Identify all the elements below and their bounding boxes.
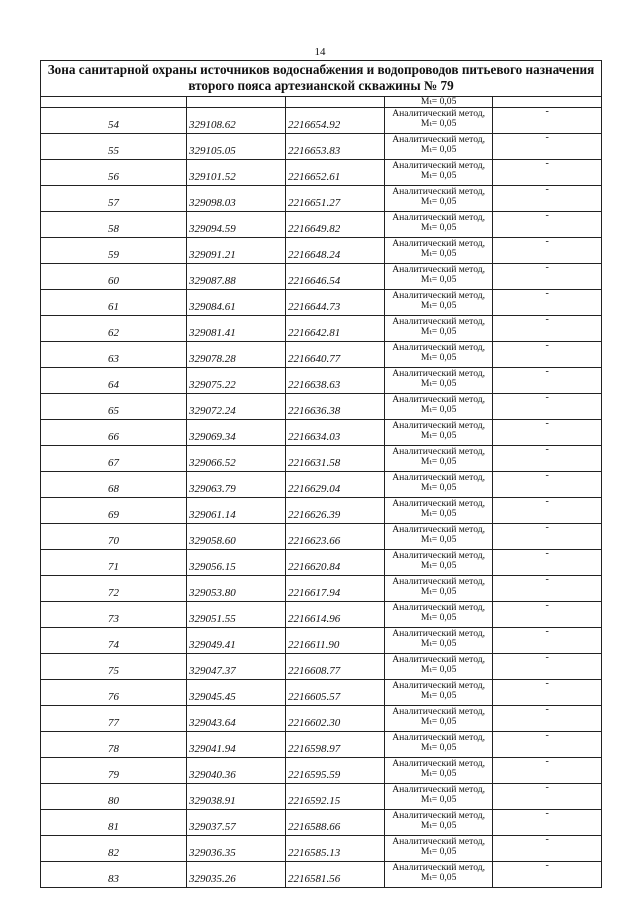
table-row <box>41 602 601 628</box>
table-row <box>41 706 601 732</box>
table-row <box>41 342 601 368</box>
accuracy-text: Mₜ= 0,05 <box>420 872 457 883</box>
accuracy-text: Mₜ= 0,05 <box>420 586 457 597</box>
y-coordinate-cell: 2216629.04 <box>286 472 385 498</box>
description-cell: - <box>493 420 601 446</box>
x-coordinate-cell: 329078.28 <box>187 342 286 368</box>
point-number-cell: 74 <box>41 628 187 654</box>
y-coordinate-cell: 2216626.39 <box>286 498 385 524</box>
x-coordinate-cell: 329101.52 <box>187 160 286 186</box>
method-text: Аналитический метод, <box>392 368 485 379</box>
table-row <box>41 732 601 758</box>
method-cell <box>385 108 493 134</box>
method-cell <box>385 238 493 264</box>
point-number-cell: 82 <box>41 836 187 862</box>
method-cell <box>385 680 493 706</box>
method-text: Аналитический метод, <box>392 238 485 249</box>
description-cell: - <box>493 784 601 810</box>
x-coordinate-cell: 329041.94 <box>187 732 286 758</box>
x-coordinate-cell: 329108.62 <box>187 108 286 134</box>
point-number-cell: 67 <box>41 446 187 472</box>
point-number-cell: 56 <box>41 160 187 186</box>
method-text: Аналитический метод, <box>392 810 485 821</box>
y-coordinate-cell: 2216588.66 <box>286 810 385 836</box>
accuracy-text: Mₜ= 0,05 <box>420 690 457 701</box>
method-text: Аналитический метод, <box>392 758 485 769</box>
method-text: Аналитический метод, <box>392 108 485 119</box>
method-text: Аналитический метод, <box>392 602 485 613</box>
table-row <box>41 654 601 680</box>
point-number-cell: 83 <box>41 862 187 888</box>
point-number-cell: 57 <box>41 186 187 212</box>
accuracy-text: Mₜ= 0,05 <box>420 196 457 207</box>
point-number-cell: 72 <box>41 576 187 602</box>
y-coordinate-cell: 2216636.38 <box>286 394 385 420</box>
table-row <box>41 264 601 290</box>
y-coordinate-cell: 2216585.13 <box>286 836 385 862</box>
accuracy-text: Mₜ= 0,05 <box>420 404 457 415</box>
x-coordinate-cell: 329091.21 <box>187 238 286 264</box>
accuracy-text: Mₜ= 0,05 <box>420 352 457 363</box>
table-row <box>41 836 601 862</box>
y-coordinate-cell: 2216648.24 <box>286 238 385 264</box>
description-cell: - <box>493 368 601 394</box>
method-text: Аналитический метод, <box>392 862 485 873</box>
method-cell <box>385 420 493 446</box>
page-number: 14 <box>314 46 326 58</box>
x-coordinate-cell: 329061.14 <box>187 498 286 524</box>
coordinates-sheet <box>40 60 602 888</box>
y-coordinate-cell: 2216652.61 <box>286 160 385 186</box>
coordinates-table-body <box>41 97 601 887</box>
method-text: Аналитический метод, <box>392 784 485 795</box>
method-cell <box>385 836 493 862</box>
description-cell: - <box>493 316 601 342</box>
description-cell: - <box>493 602 601 628</box>
description-cell: - <box>493 160 601 186</box>
table-row <box>41 810 601 836</box>
x-coordinate-cell: 329087.88 <box>187 264 286 290</box>
accuracy-text: Mₜ= 0,05 <box>420 378 457 389</box>
description-cell: - <box>493 706 601 732</box>
method-text: Аналитический метод, <box>392 524 485 535</box>
method-cell <box>385 212 493 238</box>
method-text: Аналитический метод, <box>392 290 485 301</box>
x-coordinate-cell: 329098.03 <box>187 186 286 212</box>
point-number-cell: 81 <box>41 810 187 836</box>
table-row <box>41 134 601 160</box>
title-line-1: Зона санитарной охраны источников водоснабжения и водопроводов питьевого назначения <box>47 62 595 77</box>
y-coordinate-cell: 2216617.94 <box>286 576 385 602</box>
accuracy-text: Mₜ= 0,05 <box>420 482 457 493</box>
point-number-cell: 78 <box>41 732 187 758</box>
y-coordinate-cell: 2216598.97 <box>286 732 385 758</box>
y-coordinate-cell: 2216638.63 <box>286 368 385 394</box>
table-row <box>41 316 601 342</box>
accuracy-text: Mₜ= 0,05 <box>420 118 457 129</box>
y-coordinate-cell: 2216581.56 <box>286 862 385 888</box>
method-text: Аналитический метод, <box>392 680 485 691</box>
x-coordinate-cell: 329043.64 <box>187 706 286 732</box>
table-row <box>41 472 601 498</box>
document-title <box>41 61 601 97</box>
point-number-cell: 58 <box>41 212 187 238</box>
description-cell: - <box>493 654 601 680</box>
accuracy-text: Mₜ= 0,05 <box>420 768 457 779</box>
accuracy-text: Mₜ= 0,05 <box>420 534 457 545</box>
method-cell <box>385 602 493 628</box>
description-cell: - <box>493 394 601 420</box>
table-row <box>41 862 601 888</box>
point-number-cell: 59 <box>41 238 187 264</box>
method-text: Аналитический метод, <box>392 394 485 405</box>
accuracy-text: Mₜ= 0,05 <box>420 430 457 441</box>
x-coordinate-cell: 329038.91 <box>187 784 286 810</box>
method-cell <box>385 498 493 524</box>
table-row <box>41 238 601 264</box>
method-cell <box>385 342 493 368</box>
accuracy-text: Mₜ= 0,05 <box>420 846 457 857</box>
method-cell <box>385 862 493 888</box>
accuracy-text: Mₜ= 0,05 <box>420 794 457 805</box>
method-text: Аналитический метод, <box>392 342 485 353</box>
table-row <box>41 758 601 784</box>
accuracy-text: Mₜ= 0,05 <box>420 742 457 753</box>
x-coordinate-cell: 329045.45 <box>187 680 286 706</box>
description-cell: - <box>493 186 601 212</box>
method-text: Аналитический метод, <box>392 576 485 587</box>
y-coordinate-cell: 2216649.82 <box>286 212 385 238</box>
x-coordinate-cell: 329047.37 <box>187 654 286 680</box>
title-line-2: второго пояса артезианской скважины № 79 <box>188 78 454 93</box>
description-cell: - <box>493 576 601 602</box>
method-text: Аналитический метод, <box>392 316 485 327</box>
point-number-cell: 79 <box>41 758 187 784</box>
x-coordinate-cell: 329081.41 <box>187 316 286 342</box>
y-coordinate-cell: 2216646.54 <box>286 264 385 290</box>
point-number-cell: 61 <box>41 290 187 316</box>
x-coordinate-cell: 329053.80 <box>187 576 286 602</box>
method-cell <box>385 316 493 342</box>
x-coordinate-cell: 329084.61 <box>187 290 286 316</box>
method-cell <box>385 368 493 394</box>
x-coordinate-cell: 329040.36 <box>187 758 286 784</box>
method-cell <box>385 472 493 498</box>
point-number-cell: 70 <box>41 524 187 550</box>
point-number-cell: 62 <box>41 316 187 342</box>
table-row <box>41 524 601 550</box>
x-coordinate-cell: 329075.22 <box>187 368 286 394</box>
description-cell: - <box>493 134 601 160</box>
y-coordinate-cell: 2216614.96 <box>286 602 385 628</box>
table-row <box>41 160 601 186</box>
method-cell <box>385 524 493 550</box>
y-coordinate-cell: 2216608.77 <box>286 654 385 680</box>
method-text: Аналитический метод, <box>392 446 485 457</box>
accuracy-text: Mₜ= 0,05 <box>420 560 457 571</box>
y-coordinate-cell: 2216651.27 <box>286 186 385 212</box>
table-row <box>41 446 601 472</box>
accuracy-text: Mₜ= 0,05 <box>420 716 457 727</box>
x-coordinate-cell: 329051.55 <box>187 602 286 628</box>
method-text: Аналитический метод, <box>392 498 485 509</box>
method-text: Аналитический метод, <box>392 420 485 431</box>
table-row <box>41 394 601 420</box>
accuracy-text: Mₜ= 0,05 <box>420 508 457 519</box>
table-row <box>41 368 601 394</box>
method-text: Аналитический метод, <box>392 472 485 483</box>
point-number-cell: 69 <box>41 498 187 524</box>
table-row <box>41 680 601 706</box>
x-coordinate-cell: 329058.60 <box>187 524 286 550</box>
method-cell <box>385 706 493 732</box>
x-coordinate-cell: 329105.05 <box>187 134 286 160</box>
y-coordinate-cell: 2216605.57 <box>286 680 385 706</box>
table-row <box>41 290 601 316</box>
y-coordinate-cell: 2216653.83 <box>286 134 385 160</box>
description-cell: - <box>493 472 601 498</box>
accuracy-text: Mₜ= 0,05 <box>420 638 457 649</box>
x-coordinate-cell: 329036.35 <box>187 836 286 862</box>
description-cell: - <box>493 108 601 134</box>
method-cell <box>385 628 493 654</box>
point-number-cell: 73 <box>41 602 187 628</box>
table-row <box>41 784 601 810</box>
point-number-cell: 68 <box>41 472 187 498</box>
method-text: Аналитический метод, <box>392 706 485 717</box>
accuracy-text: Mₜ= 0,05 <box>420 144 457 155</box>
y-coordinate-cell: 2216595.59 <box>286 758 385 784</box>
method-text: Аналитический метод, <box>392 550 485 561</box>
method-text: Аналитический метод, <box>392 134 485 145</box>
table-row <box>41 420 601 446</box>
accuracy-text: Mₜ= 0,05 <box>420 274 457 285</box>
method-cell <box>385 732 493 758</box>
method-text: Аналитический метод, <box>392 836 485 847</box>
accuracy-text: Mₜ= 0,05 <box>420 222 457 233</box>
x-coordinate-cell: 329066.52 <box>187 446 286 472</box>
y-coordinate-cell: 2216640.77 <box>286 342 385 368</box>
carryover-method-cell: Mₜ= 0,05 <box>385 97 493 108</box>
table-row <box>41 212 601 238</box>
method-text: Аналитический метод, <box>392 628 485 639</box>
method-cell <box>385 550 493 576</box>
table-row <box>41 498 601 524</box>
description-cell: - <box>493 238 601 264</box>
x-coordinate-cell: 329072.24 <box>187 394 286 420</box>
method-cell <box>385 446 493 472</box>
description-cell: - <box>493 342 601 368</box>
description-cell: - <box>493 628 601 654</box>
description-cell: - <box>493 524 601 550</box>
point-number-cell: 75 <box>41 654 187 680</box>
table-row <box>41 108 601 134</box>
method-text: Аналитический метод, <box>392 732 485 743</box>
table-row <box>41 550 601 576</box>
method-cell <box>385 186 493 212</box>
point-number-cell: 64 <box>41 368 187 394</box>
description-cell: - <box>493 758 601 784</box>
method-text: Аналитический метод, <box>392 186 485 197</box>
description-cell: - <box>493 732 601 758</box>
accuracy-text: Mₜ= 0,05 <box>420 820 457 831</box>
method-cell <box>385 576 493 602</box>
x-coordinate-cell: 329063.79 <box>187 472 286 498</box>
y-coordinate-cell: 2216642.81 <box>286 316 385 342</box>
point-number-cell: 54 <box>41 108 187 134</box>
point-number-cell: 66 <box>41 420 187 446</box>
method-cell <box>385 810 493 836</box>
x-coordinate-cell: 329069.34 <box>187 420 286 446</box>
y-coordinate-cell: 2216634.03 <box>286 420 385 446</box>
coordinates-table <box>41 97 601 887</box>
point-number-cell: 80 <box>41 784 187 810</box>
description-cell: - <box>493 680 601 706</box>
table-row <box>41 186 601 212</box>
method-cell <box>385 784 493 810</box>
description-cell: - <box>493 498 601 524</box>
y-coordinate-cell: 2216623.66 <box>286 524 385 550</box>
method-cell <box>385 758 493 784</box>
method-text: Аналитический метод, <box>392 212 485 223</box>
method-cell <box>385 160 493 186</box>
x-coordinate-cell: 329037.57 <box>187 810 286 836</box>
description-cell: - <box>493 446 601 472</box>
description-cell: - <box>493 264 601 290</box>
y-coordinate-cell: 2216592.15 <box>286 784 385 810</box>
point-number-cell: 71 <box>41 550 187 576</box>
method-cell <box>385 654 493 680</box>
y-coordinate-cell: 2216620.84 <box>286 550 385 576</box>
accuracy-text: Mₜ= 0,05 <box>420 612 457 623</box>
point-number-cell: 76 <box>41 680 187 706</box>
accuracy-text: Mₜ= 0,05 <box>420 456 457 467</box>
accuracy-text: Mₜ= 0,05 <box>420 664 457 675</box>
x-coordinate-cell: 329049.41 <box>187 628 286 654</box>
accuracy-text: Mₜ= 0,05 <box>420 170 457 181</box>
description-cell: - <box>493 212 601 238</box>
method-text: Аналитический метод, <box>392 160 485 171</box>
y-coordinate-cell: 2216654.92 <box>286 108 385 134</box>
method-text: Аналитический метод, <box>392 654 485 665</box>
accuracy-text: Mₜ= 0,05 <box>420 326 457 337</box>
y-coordinate-cell: 2216611.90 <box>286 628 385 654</box>
accuracy-text: Mₜ= 0,05 <box>420 300 457 311</box>
accuracy-text: Mₜ= 0,05 <box>420 248 457 259</box>
description-cell: - <box>493 290 601 316</box>
method-cell <box>385 264 493 290</box>
description-cell: - <box>493 550 601 576</box>
point-number-cell: 77 <box>41 706 187 732</box>
description-cell: - <box>493 810 601 836</box>
method-cell <box>385 290 493 316</box>
table-row <box>41 576 601 602</box>
point-number-cell: 60 <box>41 264 187 290</box>
method-text: Аналитический метод, <box>392 264 485 275</box>
x-coordinate-cell: 329035.26 <box>187 862 286 888</box>
method-cell <box>385 394 493 420</box>
carryover-row <box>41 97 601 108</box>
point-number-cell: 63 <box>41 342 187 368</box>
y-coordinate-cell: 2216631.58 <box>286 446 385 472</box>
x-coordinate-cell: 329094.59 <box>187 212 286 238</box>
x-coordinate-cell: 329056.15 <box>187 550 286 576</box>
y-coordinate-cell: 2216602.30 <box>286 706 385 732</box>
method-cell <box>385 134 493 160</box>
description-cell: - <box>493 836 601 862</box>
point-number-cell: 55 <box>41 134 187 160</box>
point-number-cell: 65 <box>41 394 187 420</box>
y-coordinate-cell: 2216644.73 <box>286 290 385 316</box>
table-row <box>41 628 601 654</box>
description-cell: - <box>493 862 601 888</box>
